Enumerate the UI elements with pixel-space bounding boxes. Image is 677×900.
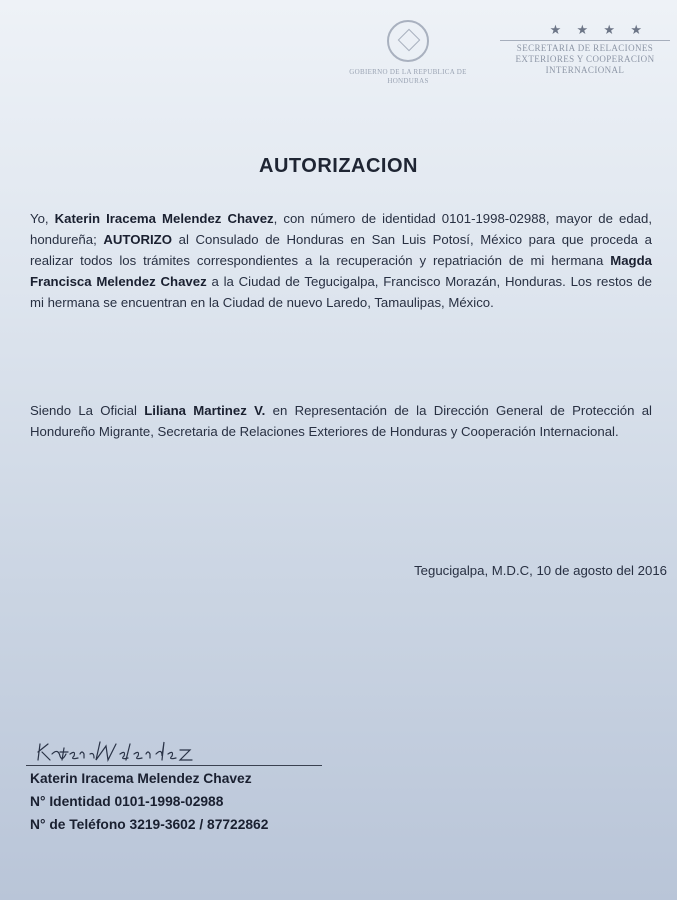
sister-name: Magda Francisca Melendez Chavez [30, 253, 652, 289]
officer-name: Liliana Martinez V. [144, 403, 266, 418]
coat-of-arms-icon [387, 20, 429, 62]
authorizer-name: Katerin Iracema Melendez Chavez [54, 211, 274, 226]
signer-name: Katerin Iracema Melendez Chavez [30, 771, 252, 786]
authorization-paragraph: Yo, Katerin Iracema Melendez Chavez, con número de identidad 0101-1998-02988, mayor de edad, hondureña; AUTORIZO al Consulado de Honduras en San Luis Potosí, México para que proceda a realizar todos los trámites correspondientes a la recuperación y repatriación de mi hermana Magda Francisca Melendez Chavez a la Ciudad de Tegucigalpa, Francisco Morazán, Honduras. Los restos de mi hermana se encuentran en la Ciudad de nuevo Laredo, Tamaulipas, México. [30, 211, 653, 310]
autorizo-keyword: AUTORIZO [103, 232, 172, 247]
handwritten-signature [26, 740, 326, 766]
ministry-seal [500, 22, 670, 76]
signer-block [30, 767, 268, 836]
document-title: AUTORIZACION [259, 155, 418, 177]
date-line: Tegucigalpa, M.D.C, 10 de agosto del 2016 [414, 563, 667, 578]
government-seal-text: GOBIERNO DE LA REPUBLICA DE HONDURAS [349, 68, 467, 85]
government-seal [338, 20, 478, 86]
identity-number: N° Identidad 0101-1998-02988 [30, 794, 224, 809]
signature-icon [34, 740, 234, 764]
phone-number: N° de Teléfono 3219-3602 / 87722862 [30, 817, 269, 832]
officer-paragraph: Siendo La Oficial Liliana Martinez V. en Representación de la Dirección General de Protección al Hondureño Migrante, Secretaria de Relaciones Exteriores de Honduras y Cooperación Internacional. [30, 403, 652, 439]
ministry-seal-text: SECRETARIA DE RELACIONES EXTERIORES Y COOPERACION INTERNACIONAL [515, 43, 655, 75]
stars-icon: ★ ★ ★ ★ [549, 22, 648, 37]
